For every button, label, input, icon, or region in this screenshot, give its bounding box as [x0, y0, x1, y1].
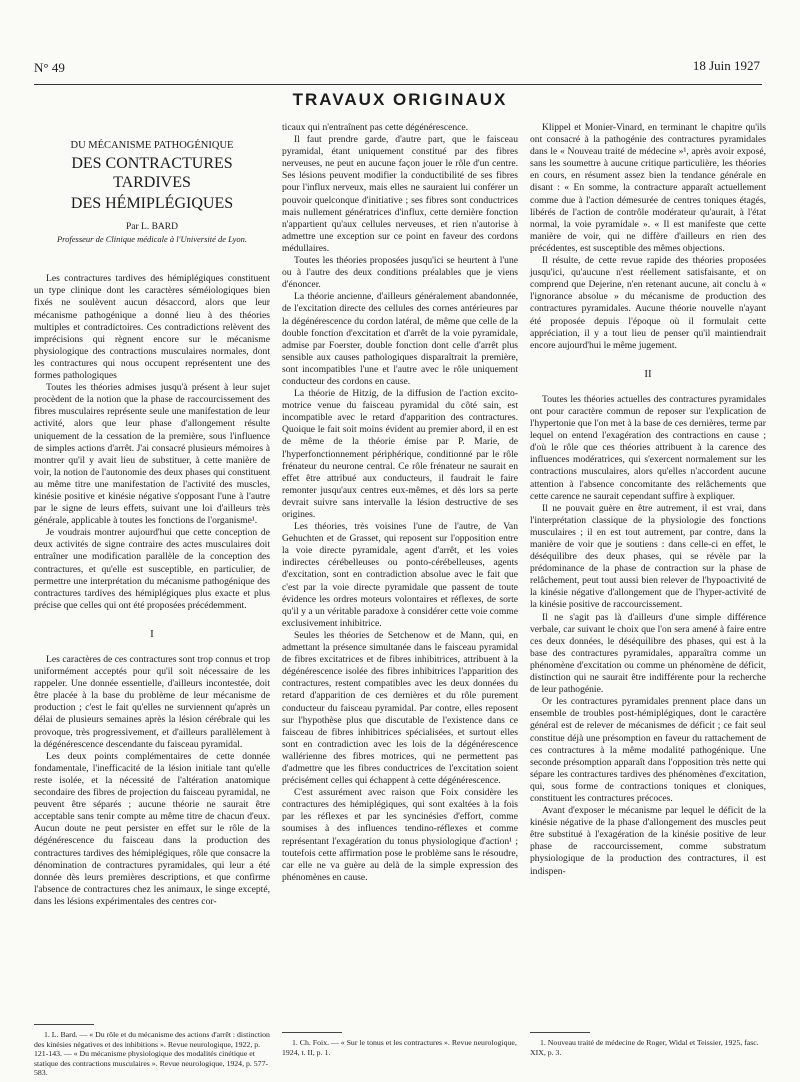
column-2	[282, 122, 518, 884]
paragraph: Il faut prendre garde, d'autre part, que le faisceau pyramidal, étant uniquement constitué par des fibres nerveuses, ne peut en aucune façon jouer le rôle d'un centre. Ses lésions peuvent modifier la conductibilité de ses fibres pour l'influx nerveux, mais elles ne sauraient lui conférer un pouvoir quelconque d'initiative ; ses fibres sont conductrices mais nullement génératrices d'influx, cette dernière fonction n'appartient qu'aux cellules nerveuses, et rien n'autorise à admettre une exception sur ce point en faveur des cordons médullaires.	[282, 134, 518, 254]
paragraph: Toutes les théories admises jusqu'à présent à leur sujet procèdent de la notion que la phase de raccourcissement des fibres musculaires représente seule une manifestation de leur activité, alors que leur phase d'allongement résulte uniquement de la cessation de la première, sous l'influence de simples actions d'arrêt. J'ai consacré plusieurs mémoires à montrer qu'il y avait lieu de substituer, à cette manière de voir, la notion de l'autonomie des deux phases qui constituent au même titre une manifestation de l'activité des muscles, kinésie positive et kinésie négative s'opposant l'une à l'autre par le signe de leurs effets, suivant une loi d'ailleurs très générale, applicable à toutes les fonctions de l'organisme¹.	[34, 382, 270, 527]
paragraph: Je voudrais montrer aujourd'hui que cette conception de deux activités de signe contraire des actes musculaires doit entraîner une modification parallèle de la conception des contractures, et qu'elle est susceptible, en particulier, de permettre une interprétation du mécanisme pathogénique des contractures tardives des hémiplégiques plus exacte et plus précise que celles qui ont été proposées précédemment.	[34, 527, 270, 611]
paragraph: Seules les théories de Setchenow et de Mann, qui, en admettant la présence simultanée dans le faisceau pyramidal de fibres excitatrices et de fibres inhibitrices, attribuent à la dégénérescence isolée des fibres inhibitrices l'apparition des contractures, restent compatibles avec les deux données du retard d'apparition de ces dernières et du rôle purement conducteur du faisceau pyramidal. Par contre, elles reposent sur l'hypothèse plus que discutable de l'existence dans ce faisceau de fibres inhibitrices spécialisées, et surtout elles sont en contradiction avec les lois de la dégénérescence wallérienne des fibres motrices, qui ne permettent pas d'admettre que les fibres conductrices de l'excitation soient précisément celles qui échappent à cette dégénérescence.	[282, 629, 518, 787]
article-title-top: DU MÉCANISME PATHOGÉNIQUE	[70, 140, 234, 151]
paragraph: C'est assurément avec raison que Foix considère les contractures des hémiplégiques, qui sont exaltées à la fois par les réflexes et par les syncinésies d'effort, comme soumises à des influences tendino-réflexes et comme représentant l'exagération du tonus physiologique d'action¹ ; toutefois cette affirmation pose le problème sans le résoudre, car elle ne va guère au delà de la simple expression des phénomènes en cause.	[282, 787, 518, 883]
paragraph: Les caractères de ces contractures sont trop connus et trop uniformément acceptés pour qu'il soit nécessaire de les rappeler. Une donnée essentielle, d'ailleurs incontestée, doit être placée à la base du problème de leur mécanisme de production ; c'est le fait qu'elles ne surviennent qu'après un délai de plusieurs semaines après la lésion cérébrale qui les provoque, très progressivement, et d'ailleurs parallèlement à la dégénérescence descendante du faisceau pyramidal.	[34, 654, 270, 750]
paragraph: La théorie ancienne, d'ailleurs généralement abandonnée, de l'excitation directe des cellules des cornes antérieures par la dégénérescence du cordon latéral, de même que celle de la double fonction d'excitation et d'arrêt de la voie pyramidale, admise par Foerster, double fonction dont celle d'arrêt plus sensible aux causes pathologiques disparaîtrait la première, sont incompatibles l'une et l'autre avec le rôle uniquement conducteur des cordons en cause.	[282, 291, 518, 387]
footnote-rule	[282, 1032, 342, 1033]
paragraph: Avant d'exposer le mécanisme par lequel le déficit de la kinésie négative de la phase d'allongement des muscles peut être substitué à l'exagération de la kinésie positive de leur phase de raccourcissement, comme substratum physiologique de la production des contractures, il est indispen-	[530, 805, 766, 877]
section-number-2: II	[644, 367, 652, 380]
footnote-column-2	[282, 1022, 518, 1057]
paragraph: Il ne pouvait guère en être autrement, il est vrai, dans l'interprétation classique de la physiologie des fonctions musculaires ; il en est tout autrement, par contre, dans la manière de voir que je soutiens : dans celle-ci en effet, le déséquilibre des deux phases, qui se révèle par la prédominance de la phase de contraction sur la phase de relâchement, peut tout aussi bien relever de l'hypoactivité de la kinésie négative d'allongement que de l'hyper-activité de la kinésie positive de raccourcissement.	[530, 502, 766, 611]
article-title-line2: DES HÉMIPLÉGIQUES	[70, 195, 234, 213]
paragraph: Toutes les théories actuelles des contractures pyramidales ont pour caractère commun de reposer sur l'explication de l'hypertonie que l'on met à la base de ces dernières, terme par lequel on entend l'exagération des contractions en cause ; d'où le rôle que ces théories attribuent à la carence des influences modératrices, qui s'exercent normalement sur les contractions musculaires, alors qu'elles n'accordent aucune attention à l'absence concomitante des relâchements que cette carence ne saurait cependant suffire à expliquer.	[530, 393, 766, 502]
author: Par L. BARD	[126, 222, 178, 233]
footnote-rule	[530, 1032, 590, 1033]
paragraph: Toutes les théories proposées jusqu'ici se heurtent à l'une ou à l'autre des deux conditions préalables que je viens d'énoncer.	[282, 255, 518, 291]
paragraph: Il ne s'agit pas là d'ailleurs d'une simple différence verbale, car suivant le choix que l'on sera amené à faire entre ces deux données, le déséquilibre des phases, qui est à la base des contractures pyramidales, apparaîtra comme un phénomène d'excitation ou comme un phénomène de déficit, distinction qui ne saurait être indifférente pour la recherche de leur pathogénie.	[530, 611, 766, 696]
footnote: 1. L. Bard. — « Du rôle et du mécanisme des actions d'arrêt : distinction des kinésies négatives et des inhibitions ». Revue neurologique, 1922, p. 121-143. — « Du mécanisme physiologique des modalités cinétique et statique des contractions musculaires ». Revue neurologique, 1924, p. 577-583.	[34, 1030, 270, 1077]
column-3	[530, 122, 766, 878]
paragraph: Les contractures tardives des hémiplégiques constituent un type clinique dont les caractères séméiologiques bien fixés ne soulèvent aucun désaccord, alors que leur mécanisme pathogénique a donné lieu à des théories multiples et contradictoires. Ces contradictions relèvent des imprécisions qui règnent encore sur le mécanisme physiologique des contractions musculaires normales, dont les contractures qui nous occupent représentent une des formes pathologiques	[34, 273, 270, 382]
footnote-column-1	[34, 1014, 270, 1078]
paragraph: Les deux points complémentaires de cette donnée fondamentale, l'inefficacité de la lésion initiale tant qu'elle reste isolée, et la nécessité de l'altération anatomique secondaire des fibres de projection du faisceau pyramidal, ne peuvent être séparés ; aucune théorie ne saurait être acceptable sans tenir compte au même titre de chacun d'eux. Aucun doute ne peut persister en effet sur le rôle de la dégénérescence du faisceau dans la production des contractures tardives des hémiplégiques, rôle que consacre la dénomination de contractures pyramidales, qui leur a été donnée dès leurs premières descriptions, et que confirme l'absence de contractures chez les animaux, le singe excepté, dans les lésions expérimentales des centres cor-	[34, 750, 270, 907]
paragraph: La théorie de Hitzig, de la diffusion de l'action excito-motrice venue du faisceau pyramidal du côté sain, est incompatible avec le retard d'apparition des contractures. Quoique le fait soit moins évident au premier abord, il en est de même de la théorie émise par P. Marie, de l'hyperfonctionnement périphérique, conditionné par le rôle frénateur du neurone central. Ce rôle frénateur ne saurait en effet être attribué aux conducteurs, il faudrait le faire remonter jusqu'aux centres eux-mêmes, et dès lors sa perte devrait suivre sans intervalle la lésion destructive de ses origines.	[282, 388, 518, 520]
paragraph: Les théories, très voisines l'une de l'autre, de Van Gehuchten et de Grasset, qui reposent sur l'opposition entre la voie directe pyramidale, agent d'arrêt, et les voies indirectes cérébelleuses ou ponto-cérébelleuses, agents d'excitation, sont en contradiction absolue avec le fait que c'est par la voie directe pyramidale que passent de toute évidence les ordres moteurs volontaires et réflexes, de sorte qu'il y a un véritable paradoxe à considérer cette voie comme exclusivement inhibitrice.	[282, 521, 518, 629]
section-number-1: I	[150, 627, 154, 640]
article-title-line1: DES CONTRACTURES TARDIVES	[71, 155, 233, 192]
issue-number: N° 49	[34, 60, 65, 75]
footnote: 1. Ch. Foix. — « Sur le tonus et les contractures ». Revue neurologique, 1924, t. II, p. 1.	[282, 1038, 517, 1057]
footnote-rule	[34, 1024, 94, 1025]
footnote: 1. Nouveau traité de médecine de Roger, Widal et Teissier, 1925, fasc. XIX, p. 3.	[530, 1038, 759, 1057]
affiliation: Professeur de Clinique médicale à l'Université de Lyon.	[56, 234, 248, 245]
header-rule	[34, 84, 762, 85]
paragraph: ticaux qui n'entraînent pas cette dégénérescence.	[282, 122, 469, 133]
issue-date: 18 Juin 1927	[692, 58, 760, 73]
paragraph: Klippel et Monier-Vinard, en terminant le chapitre qu'ils ont consacré à la pathogénie des contractures pyramidales dans le « Nouveau traité de médecine »¹, après avoir exposé, sans les soumettre à aucune critique particulière, les théories en cours, en résument assez bien la tendance générale en disant : « En somme, la contracture apparaît actuellement comme due à l'action démesurée de centres toniques étagés, libérés de l'action de contrôle modérateur qu'aurait, à l'état normal, la voie pyramidale ». « Il est manifeste que cette manière de voir, qui ne diffère d'ailleurs en rien des précédentes, est susceptible des mêmes objections.	[530, 122, 766, 254]
section-title: TRAVAUX ORIGINAUX	[292, 90, 508, 109]
column-1	[34, 122, 270, 908]
paragraph: Or les contractures pyramidales prennent place dans un ensemble de troubles post-hémiplégiques, dont le caractère général est de relever de mécanismes de déficit ; ce fait seul constitue déjà une présomption en faveur du rattachement de ces contractures à la même modalité pathogénique. Une seconde présomption apparaît dans l'opposition très nette qui sépare les contractures tardives des phénomènes d'excitation, qui, sous forme de contractions toniques et cloniques, constituent les contractures précoces.	[530, 696, 766, 804]
paragraph: Il résulte, de cette revue rapide des théories proposées jusqu'ici, qu'aucune n'est réellement satisfaisante, et on comprend que Dejerine, n'en retenant aucune, ait conclu à « l'ignorance absolue » du mécanisme de production des contractures pyramidales. Aucune théorie nouvelle n'ayant été proposée depuis l'époque où il formulait cette appréciation, il y a tout lieu de penser qu'il maintiendrait encore aujourd'hui le même jugement.	[530, 255, 766, 351]
footnote-column-3	[530, 1022, 766, 1057]
